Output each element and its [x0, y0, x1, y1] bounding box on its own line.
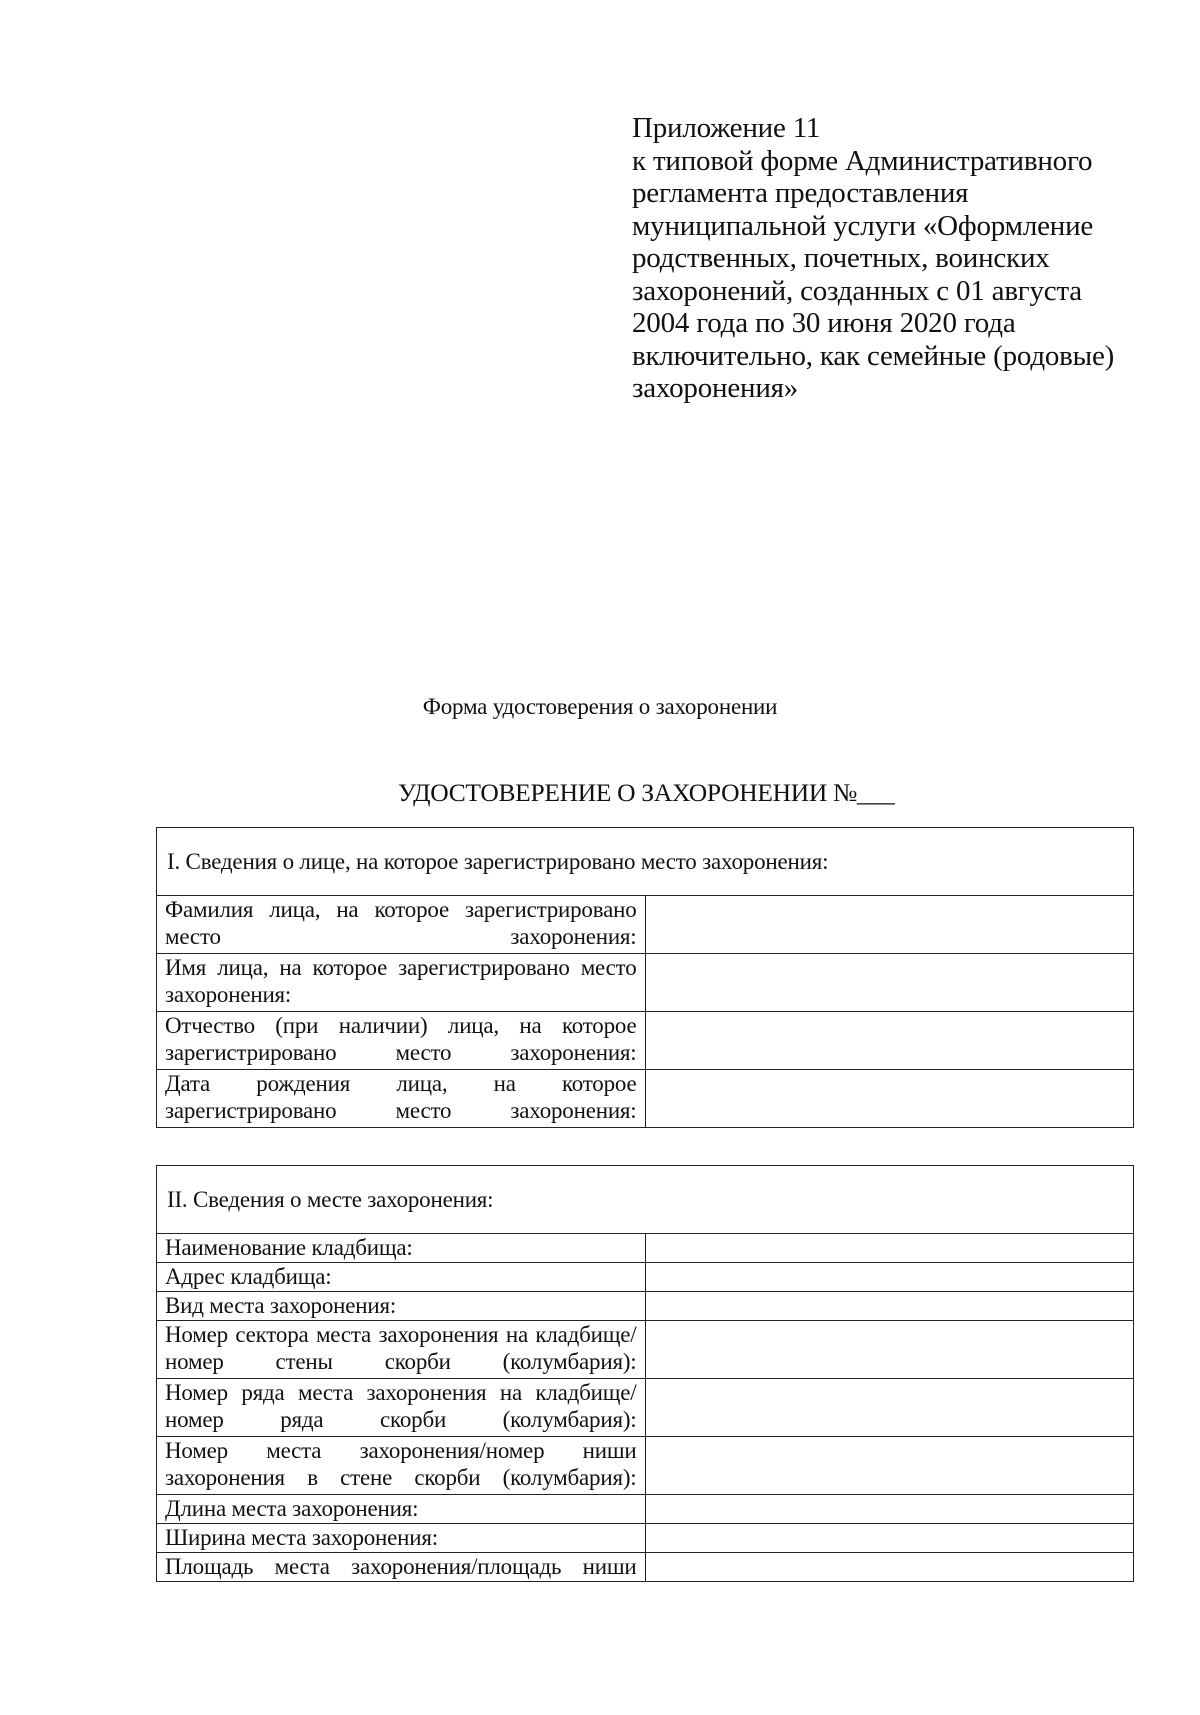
row-label: Ширина места захоронения:	[157, 1524, 646, 1553]
value-cell[interactable]	[645, 1553, 1134, 1582]
value-cell[interactable]	[645, 1263, 1134, 1292]
table-row	[157, 1321, 1134, 1379]
row-label: Отчество (при наличии) лица, на которое зарегистрировано место захоронения:	[157, 1012, 646, 1070]
row-label: Площадь места захоронения/площадь ниши	[157, 1553, 646, 1582]
appendix-line: родственных, почетных, воинских	[632, 242, 1050, 274]
value-cell[interactable]	[645, 1234, 1134, 1263]
table-row	[157, 1379, 1134, 1437]
table-row	[157, 1495, 1134, 1524]
value-cell[interactable]	[645, 896, 1134, 954]
row-label: Длина места захоронения:	[157, 1495, 646, 1524]
row-label: Фамилия лица, на которое зарегистрировано место захоронения:	[157, 896, 646, 954]
value-cell[interactable]	[645, 1070, 1134, 1128]
row-label: Имя лица, на которое зарегистрировано место захоронения:	[157, 954, 646, 1012]
person-info-table	[156, 827, 1134, 1128]
section-heading: I. Сведения о лице, на которое зарегистрировано место захоронения:	[157, 828, 1134, 896]
table-row	[157, 1234, 1134, 1263]
value-cell[interactable]	[645, 1437, 1134, 1495]
table-row	[157, 896, 1134, 954]
appendix-line: муниципальной услуги «Оформление	[632, 209, 1094, 242]
row-label: Дата рождения лица, на которое зарегистрировано место захоронения:	[157, 1070, 646, 1128]
appendix-line: Приложение 11	[632, 112, 821, 144]
row-label: Номер ряда места захоронения на кладбище/номер ряда скорби (колумбария):	[157, 1379, 646, 1437]
row-label: Номер места захоронения/номер ниши захоронения в стене скорби (колумбария):	[157, 1437, 646, 1495]
table-row	[157, 1553, 1134, 1582]
section-heading-row	[157, 1166, 1134, 1234]
row-label: Адрес кладбища:	[157, 1263, 646, 1292]
appendix-line: 2004 года по 30 июня 2020 года	[632, 307, 1016, 339]
table-row	[157, 954, 1134, 1012]
value-cell[interactable]	[645, 1495, 1134, 1524]
value-cell[interactable]	[645, 1524, 1134, 1553]
table-row	[157, 1263, 1134, 1292]
value-cell[interactable]	[645, 1012, 1134, 1070]
table-row	[157, 1292, 1134, 1321]
row-label: Наименование кладбища:	[157, 1234, 646, 1263]
value-cell[interactable]	[645, 1321, 1134, 1379]
table-row	[157, 1437, 1134, 1495]
table-row	[157, 1524, 1134, 1553]
appendix-line: захоронения»	[632, 372, 799, 404]
appendix-block	[632, 112, 1152, 405]
section-heading: II. Сведения о месте захоронения:	[157, 1166, 1134, 1234]
appendix-line: включительно, как семейные (родовые)	[632, 339, 1115, 372]
row-label: Вид места захоронения:	[157, 1292, 646, 1321]
appendix-line: захоронений, созданных с 01 августа	[632, 274, 1082, 307]
document-title: УДОСТОВЕРЕНИЕ О ЗАХОРОНЕНИИ №___	[398, 778, 895, 807]
value-cell[interactable]	[645, 954, 1134, 1012]
table-row	[157, 1012, 1134, 1070]
row-label: Номер сектора места захоронения на кладбище/номер стены скорби (колумбария):	[157, 1321, 646, 1379]
form-caption: Форма удостоверения о захоронении	[422, 694, 778, 719]
table-row	[157, 1070, 1134, 1128]
value-cell[interactable]	[645, 1379, 1134, 1437]
value-cell[interactable]	[645, 1292, 1134, 1321]
burial-place-table	[156, 1165, 1134, 1582]
section-heading-row	[157, 828, 1134, 896]
appendix-line: к типовой форме Административного	[632, 144, 1093, 177]
appendix-line: регламента предоставления	[632, 177, 969, 209]
